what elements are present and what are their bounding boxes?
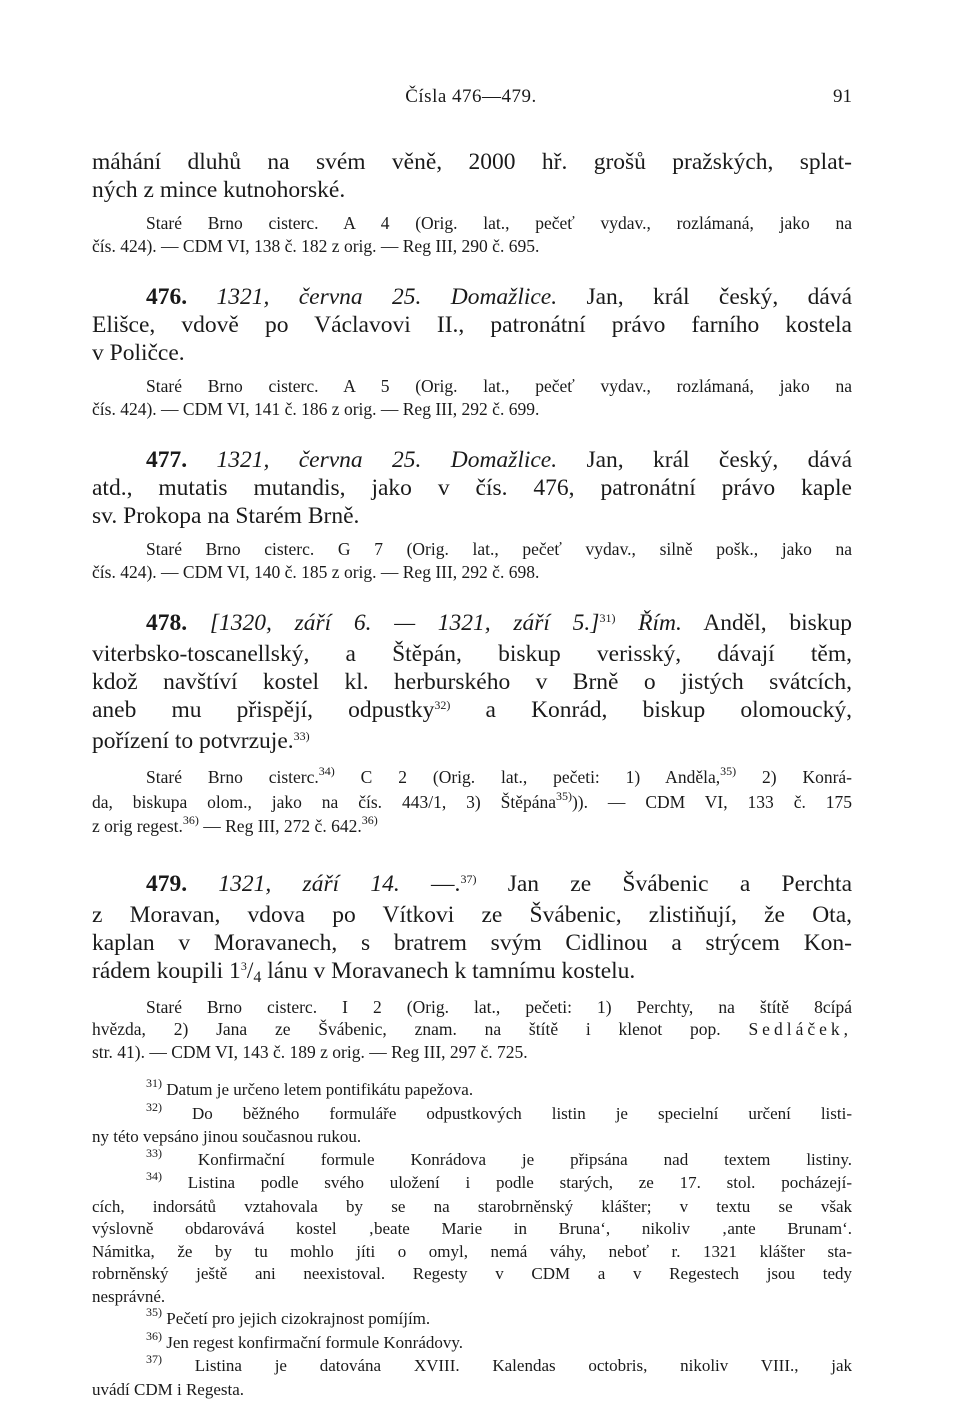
footnote-ref: 36) [182, 815, 199, 827]
footnote-37: $^{37)}$ Listina je datována XVIII. Kalendas octobris, nikoliv VIII., jak [146, 1355, 852, 1375]
body-text: Jan, král český, dává [557, 284, 852, 310]
body-line: sv. Prokopa na Starém Brně. [92, 503, 360, 529]
footnote-35: $^{35)}$ Pečetí pro jejich cizokrajnost pomíjím. [146, 1308, 431, 1328]
body-line: aneb mu přispějí, odpustky$^{32)}$ a Konrád, biskup olomoucký, [92, 697, 852, 723]
entry-heading [92, 446, 852, 474]
entry-number: 477. [146, 447, 188, 473]
body-line: atd., mutatis mutandis, jako v čís. 476, patronátní právo kaple [92, 475, 852, 501]
body-line: v Poličce. [92, 340, 185, 366]
source-line: str. 41). — CDM VI, 143 č. 189 z orig. — Reg III, 297 č. 725. [92, 1041, 528, 1062]
running-header [90, 86, 852, 116]
running-title: Čísla 476—479. [405, 86, 537, 107]
body-text: Jan ze Švábenic a Perchta [476, 870, 852, 897]
footnote-line: robrněnský ještě ani neexistoval. Regesty v CDM a v Regestech jsou tedy [92, 1264, 852, 1283]
footnote-line: uvádí CDM i Regesta. [92, 1379, 245, 1399]
entry-heading: 479. 1321, září 14. —.$^{37)}$ Jan ze Švábenic a Perchta [146, 870, 852, 897]
entry-479 [92, 870, 852, 1064]
footnote-line: nesprávné. [92, 1286, 166, 1306]
footnotes [92, 1079, 852, 1401]
source-line: da, biskupa olom., jako na čís. 443/1, 3) Štěpána$^{35)}$)). — CDM VI, 133 č. 175 [92, 790, 852, 812]
body-text: Anděl, biskup [681, 610, 852, 636]
entry-heading [92, 609, 852, 640]
footnote-ref: 36) [361, 815, 378, 827]
source-line: čís. 424). — CDM VI, 138 č. 182 z orig. — Reg III, 290 č. 695. [92, 235, 540, 256]
body-text: Jan, král český, dává [557, 447, 852, 473]
body-line: rádem koupili $1^3/4$ lánu v Moravanech k tamnímu kostelu. [92, 957, 636, 986]
entry-number: 476. [146, 284, 188, 310]
body-line: pořízení to potvrzuje.$^{33)}$ [92, 728, 310, 754]
author-name: Sedláček, [748, 1019, 852, 1039]
source-line: Staré Brno cisterc. I 2 (Orig. lat., pečeti: 1) Perchty, na štítě 8cípá [146, 996, 852, 1017]
footnote-ref: 37) [460, 871, 477, 886]
entry-478 [92, 609, 852, 840]
body-line: kdož navštíví kostel kl. herburského v Brně o jistých svátcích, [92, 669, 852, 695]
footnote-ref: 32) [434, 698, 451, 712]
source-line: čís. 424). — CDM VI, 141 č. 186 z orig. — Reg III, 292 č. 699. [92, 398, 540, 419]
source-line: hvězda, 2) Jana ze Švábenic, znam. na štítě i klenot pop. Sedláček, [92, 1019, 852, 1039]
entry-number: 478. [146, 610, 188, 636]
source-line: Staré Brno cisterc. A 5 (Orig. lat., pečeť vydav., rozlámaná, jako na [146, 376, 852, 396]
footnote-ref: 35) [555, 790, 572, 803]
source-line: Staré Brno cisterc.$^{34)}$ C 2 (Orig. lat., pečeti: 1) Anděla,$^{35)}$ 2) Konrá- [146, 766, 852, 787]
source-line: z orig regest.$^{36)}$ — Reg III, 272 č. 642.$^{36)}$ [92, 815, 378, 836]
source-line: Staré Brno cisterc. A 4 (Orig. lat., pečeť vydav., rozlámaná, jako na [146, 213, 852, 233]
entry-477 [92, 446, 852, 583]
entry-number: 479. [146, 870, 188, 897]
footnote-36: $^{36)}$ Jen regest konfirmační formule Konrádovy. [146, 1331, 464, 1352]
entry-continuation [92, 148, 852, 257]
entry-date: 1321, června 25. [216, 447, 422, 473]
footnote-line: výslovně obdarovává kostel ‚beate Marie in Bruna‘, nikoliv ‚ante Brunam‘. [92, 1219, 852, 1238]
entry-476 [92, 283, 852, 420]
footnote-ref: 34) [318, 766, 335, 778]
body-line: viterbsko-toscanellský, a Štěpán, biskup verisský, dávají těm, [92, 641, 852, 667]
footnote-ref: 33) [293, 729, 310, 743]
footnote-32: $^{32)}$ Do běžného formuláře odpustkových listin je specielní určení listi- [146, 1102, 852, 1123]
footnote-31: $^{31)}$ Datum je určeno letem pontifikátu papežova. [146, 1079, 474, 1099]
entry-place: Domažlice. [450, 447, 558, 473]
entry-date: 1321, září 14. [218, 870, 400, 897]
footnote-34: $^{34)}$ Listina podle svého uložení i podle starých, ze 17. stol. pocházejí- [146, 1172, 852, 1192]
entry-place: Řím. [638, 610, 682, 636]
footnote-ref: 35) [720, 766, 737, 778]
footnote-line: cích, indorsátů vztahovala by se na starobrněnský klášter; v textu se však [92, 1196, 852, 1216]
footnote-33: $^{33)}$ Konfirmační formule Konrádova je připsána nad textem listiny. [146, 1148, 852, 1169]
entry-date: 1321, června 25. [216, 284, 422, 310]
footnote-line: ny této vepsáno jinou současnou rukou. [92, 1127, 362, 1146]
entry-heading [92, 283, 852, 311]
body-line: z Moravan, vdova po Vítkovi ze Švábenic, zlistiňují, že Ota, [92, 901, 852, 928]
body-line: Elišce, vdově po Václavovi II., patronátní právo farního kostela [92, 312, 852, 338]
entry-date: [1320, září 6. — 1321, září 5.] [209, 610, 600, 636]
footnote-ref: 31) [599, 611, 616, 625]
body-line: máhání dluhů na svém věně, 2000 hř. grošů pražských, splat- [92, 149, 852, 175]
source-line: čís. 424). — CDM VI, 140 č. 185 z orig. — Reg III, 292 č. 698. [92, 561, 540, 582]
body-line: ných z mince kutnohorské. [92, 177, 346, 203]
body-line: kaplan v Moravanech, s bratrem svým Cidlinou a strýcem Kon- [92, 929, 852, 956]
source-line: Staré Brno cisterc. G 7 (Orig. lat., pečeť vydav., silně pošk., jako na [146, 539, 852, 559]
page-number: 91 [833, 86, 852, 107]
page-text [92, 148, 852, 1401]
footnote-line: Námitka, že by tu mohlo jíti o omyl, nemá váhy, neboť r. 1321 klášter sta- [92, 1241, 852, 1261]
entry-place: Domažlice. [450, 284, 558, 310]
